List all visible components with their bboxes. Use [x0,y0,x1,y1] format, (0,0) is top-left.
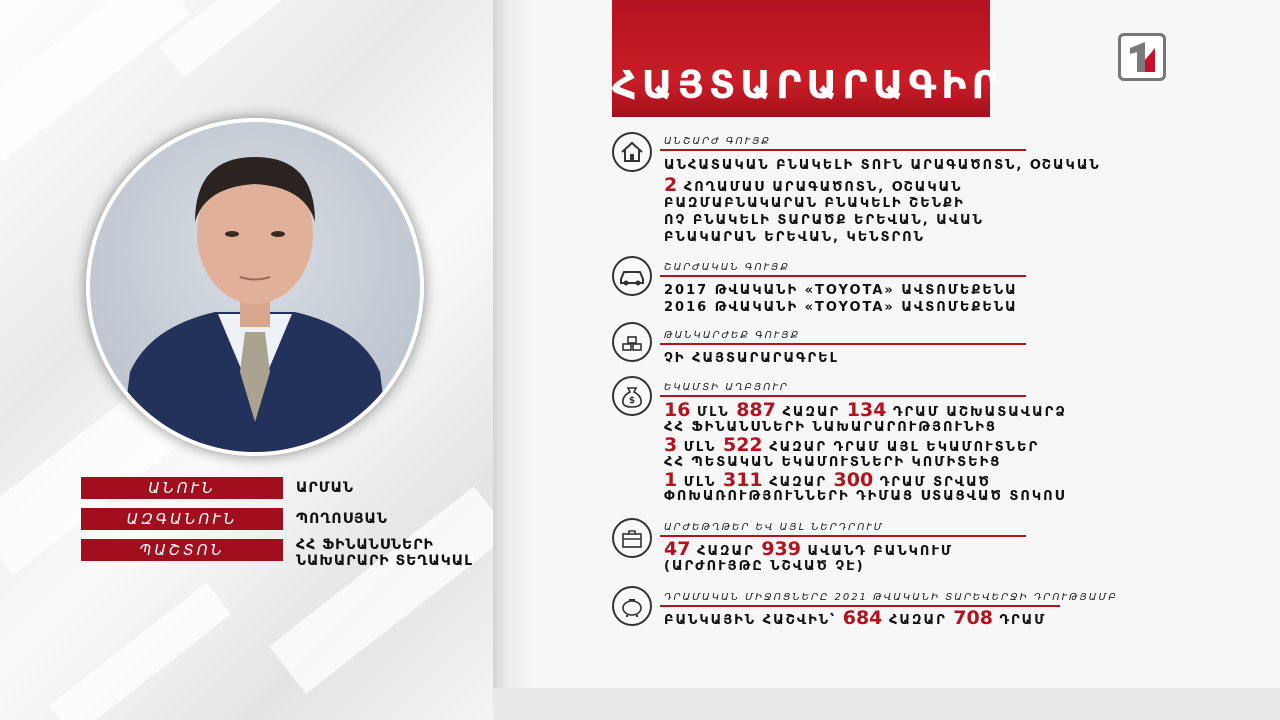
income-3-millions: 1 [664,469,678,491]
real-estate-line-3: ԲԱԶՄԱԲՆԱԿԱՐԱՆ ԲՆԱԿԵԼԻ ՇԵՆՔԻ [664,196,965,211]
income-1-unit-1: ՄԼՆ [696,405,730,420]
section-divider [660,275,1026,277]
cash-prefix: ԲԱՆԿԱՅԻՆ ՀԱՇՎԻՆ՝ [664,613,837,628]
real-estate-line-1: ԱՆՀԱՏԱԿԱՆ ԲՆԱԿԵԼԻ ՏՈՒՆ ԱՐԱԳԱԾՈՏՆ, ՕՇԱԿԱՆ [664,158,1101,173]
piggy-bank-icon [612,586,652,626]
valuables-heading: ԹԱՆԿԱՐԺԵՔ ԳՈՒՅՔ [664,330,801,341]
section-divider [660,535,1026,537]
background-streak [49,583,231,720]
movable-heading: ՇԱՐԺԱԿԱՆ ԳՈՒՅՔ [664,262,790,273]
briefcase-icon [612,518,652,558]
income-1-units: 134 [846,399,887,421]
real-estate-count: 2 [664,174,678,196]
securities-unit-2: ԱՎԱՆԴ ԲԱՆԿՈՒՄ [807,544,954,559]
income-2-unit-1: ՄԼՆ [683,440,717,455]
income-1-thousands: 887 [736,399,776,421]
portrait-photo [86,118,424,456]
name-label: ԱՆՈՒՆ [81,477,283,499]
income-2-thousands: 522 [722,434,763,456]
income-2-source: ՀՀ ՊԵՏԱԿԱՆ ԵԿԱՄՈՒՏՆԵՐԻ ԿՈՄԻՏԵԻՑ [664,455,1002,470]
income-item-2 [664,434,1040,456]
securities-heading: ԱՐԺԵԹՂԹԵՐ ԵՎ ԱՅԼ ՆԵՐԴՐՈՒՄ [664,522,884,533]
income-3-thousands: 311 [722,469,763,491]
income-3-unit-3: ԴՐԱՄ ՏՐՎԱԾ [879,475,991,490]
svg-text:$: $ [628,396,636,406]
position-value-line-2: ՆԱԽԱՐԱՐԻ ՏԵՂԱԿԱԼ [296,553,473,569]
income-1-millions: 16 [664,399,691,421]
income-3-units: 300 [833,469,874,491]
name-value: ԱՐՄԱՆ [296,480,355,496]
position-label: ՊԱՇՏՈՆ [81,539,283,561]
income-3-unit-1: ՄԼՆ [683,475,717,490]
income-1-source: ՀՀ ՖԻՆԱՆՍՆԵՐԻ ՆԱԽԱՐԱՐՈՒԹՅՈՒՆԻՑ [664,420,998,435]
income-1-unit-3: ԴՐԱՄ ԱՇԽԱՏԱՎԱՐՁ [892,405,1067,420]
real-estate-line-2-text: ՀՈՂԱՄԱՍ ԱՐԱԳԱԾՈՏՆ, ՕՇԱԿԱՆ [683,180,963,195]
surname-value: ՊՈՂՈՍՅԱՆ [296,511,388,527]
house-icon [612,132,652,172]
securities-thousands: 47 [664,538,691,560]
securities-units: 939 [761,538,801,560]
position-value-line-1: ՀՀ ՖԻՆԱՆՍՆԵՐԻ [296,537,434,553]
securities-line-1 [664,538,954,560]
page-title: ՀԱՅՏԱՐԱՐԱԳԻՐ [612,63,1002,107]
section-divider [660,343,1026,345]
cash-line-1 [664,607,1047,629]
cash-unit-2: ԴՐԱՄ [999,613,1047,628]
movable-line-1: 2017 ԹՎԱԿԱՆԻ «TOYOTA» ԱՎՏՈՄԵՔԵՆԱ [664,283,1018,298]
gold-bars-icon [612,322,652,362]
income-3-source: ՓՈԽԱՌՈՒԹՅՈՒՆՆԵՐԻ ԴԻՄԱՑ ՍՏԱՑՎԱԾ ՏՈԿՈՍ [664,489,1067,504]
securities-note: (ԱՐԺՈՒՅԹԸ ՆՇՎԱԾ ՉԷ) [664,559,865,574]
cash-thousands: 684 [842,607,883,629]
real-estate-line-2 [664,174,963,196]
movable-line-2: 2016 ԹՎԱԿԱՆԻ «TOYOTA» ԱՎՏՈՄԵՔԵՆԱ [664,300,1018,315]
section-divider [660,149,1026,151]
income-3-unit-2: ՀԱԶԱՐ [769,475,827,490]
cash-unit-1: ՀԱԶԱՐ [888,613,947,628]
income-2-unit-2: ՀԱԶԱՐ ԴՐԱՄ ԱՅԼ ԵԿԱՄՈՒՏՆԵՐ [769,440,1040,455]
portrait-illustration [90,122,420,452]
income-1-unit-2: ՀԱԶԱՐ [782,405,841,420]
real-estate-line-4: ՈՉ ԲՆԱԿԵԼԻ ՏԱՐԱԾՔ ԵՐԵՎԱՆ, ԱՎԱՆ [664,213,984,228]
securities-unit-1: ՀԱԶԱՐ [696,544,755,559]
income-heading: ԵԿԱՄՏԻ ԱՂԲՅՈՒՐ [664,382,789,393]
money-bag-icon [612,376,652,416]
cash-units: 708 [953,607,993,629]
valuables-line-1: ՉԻ ՀԱՅՏԱՐԱՐԱԳՐԵԼ [664,351,839,366]
channel-1-logo [1118,33,1166,81]
real-estate-line-5: ԲՆԱԿԱՐԱՆ ԵՐԵՎԱՆ, ԿԵՆՏՐՈՆ [664,230,925,245]
car-icon [612,256,652,296]
section-divider [660,395,1026,397]
channel-1-logo-mark [1121,36,1163,78]
income-2-millions: 3 [664,434,678,456]
real-estate-heading: ԱՆՇԱՐԺ ԳՈՒՅՔ [664,136,771,147]
cash-heading: ԴՐԱՄԱԿԱՆ ՄԻՋՈՑՆԵՐԸ 2021 ԹՎԱԿԱՆԻ ՏԱՐԵՎԵՐՋԻ ԴՐՈՒԹՅԱՄԲ [664,592,1118,603]
bottom-bar [493,688,1280,720]
income-item-1 [664,399,1067,421]
surname-label: ԱԶԳԱՆՈՒՆ [81,508,283,530]
